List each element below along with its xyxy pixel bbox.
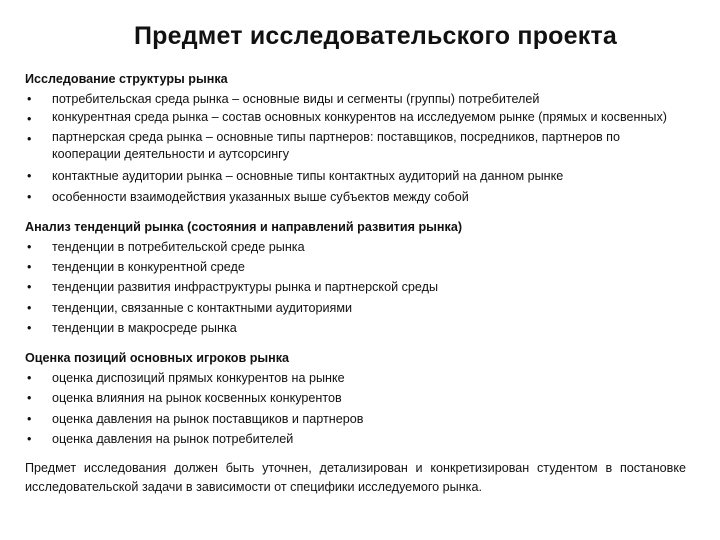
list-item-text: оценка диспозиций прямых конкурентов на рынке [52,371,345,386]
list-item [25,409,686,429]
list-item [25,368,686,388]
bullet-icon: • [27,189,32,204]
list-item [25,388,686,408]
list-item-text: тенденции в конкурентной среде [52,260,245,275]
bullet-icon: • [27,132,32,147]
bullet-icon: • [27,169,32,184]
list-item [25,277,686,297]
bullet-icon: • [27,391,32,406]
section-heading: Анализ тенденций рынка (состояния и направлений развития рынка) [25,219,463,234]
list-item-text: тенденции в макросреде рынка [52,320,237,335]
list-item [25,109,686,126]
page-title: Предмет исследовательского проекта [133,22,618,50]
list-item-text: оценка влияния на рынок косвенных конкурентов [52,391,342,406]
bullet-list [25,237,686,338]
slide-content [25,69,686,497]
bullet-icon: • [27,371,32,386]
section-market-structure [25,69,686,207]
bullet-icon: • [27,300,32,315]
list-item [25,166,686,186]
section-heading: Исследование структуры рынка [25,72,228,86]
footer-note: Предмет исследования должен быть уточнен, детализирован и конкретизирован студентом в постановке исследовательской задачи в зависимости от специфики исследуемого рынка. [25,461,686,495]
bullet-icon: • [27,431,32,446]
bullet-icon: • [27,240,32,255]
list-item-text: партнерская среда рынка – основные типы партнеров: поставщиков, посредников, партнеров по кооперации деятельности и аутсорсингу [52,130,620,162]
bullet-list [25,368,686,449]
list-item [25,89,686,109]
section-heading: Оценка позиций основных игроков рынка [25,351,290,366]
list-item-text: тенденции развития инфраструктуры рынка и партнерской среды [52,280,439,295]
list-item-text: потребительская среда рынка – основные виды и сегменты (группы) потребителей [52,92,540,107]
list-item-text: тенденции, связанные с контактными аудиториями [52,300,353,315]
list-item-text: особенности взаимодействия указанных выше субъектов между собой [52,189,469,204]
bullet-icon: • [27,260,32,275]
list-item [25,257,686,277]
list-item-text: контактные аудитории рынка – основные типы контактных аудиторий на данном рынке [52,169,564,184]
list-item [25,237,686,257]
list-item [25,298,686,318]
bullet-icon: • [27,320,32,335]
list-item [25,129,686,163]
list-item [25,318,686,338]
list-item-text: оценка давления на рынок потребителей [52,431,294,446]
list-item [25,187,686,207]
bullet-icon: • [27,280,32,295]
bullet-icon: • [27,112,32,127]
bullet-icon: • [27,411,32,426]
list-item [25,429,686,449]
section-market-trends [25,217,686,338]
bullet-icon: • [27,92,32,107]
list-item-text: оценка давления на рынок поставщиков и партнеров [52,411,364,426]
list-item-text: тенденции в потребительской среде рынка [52,240,305,255]
section-player-positions [25,348,686,449]
bullet-list [25,89,686,207]
list-item-text: конкурентная среда рынка – состав основных конкурентов на исследуемом рынке (прямых и косвенных) [52,110,667,125]
